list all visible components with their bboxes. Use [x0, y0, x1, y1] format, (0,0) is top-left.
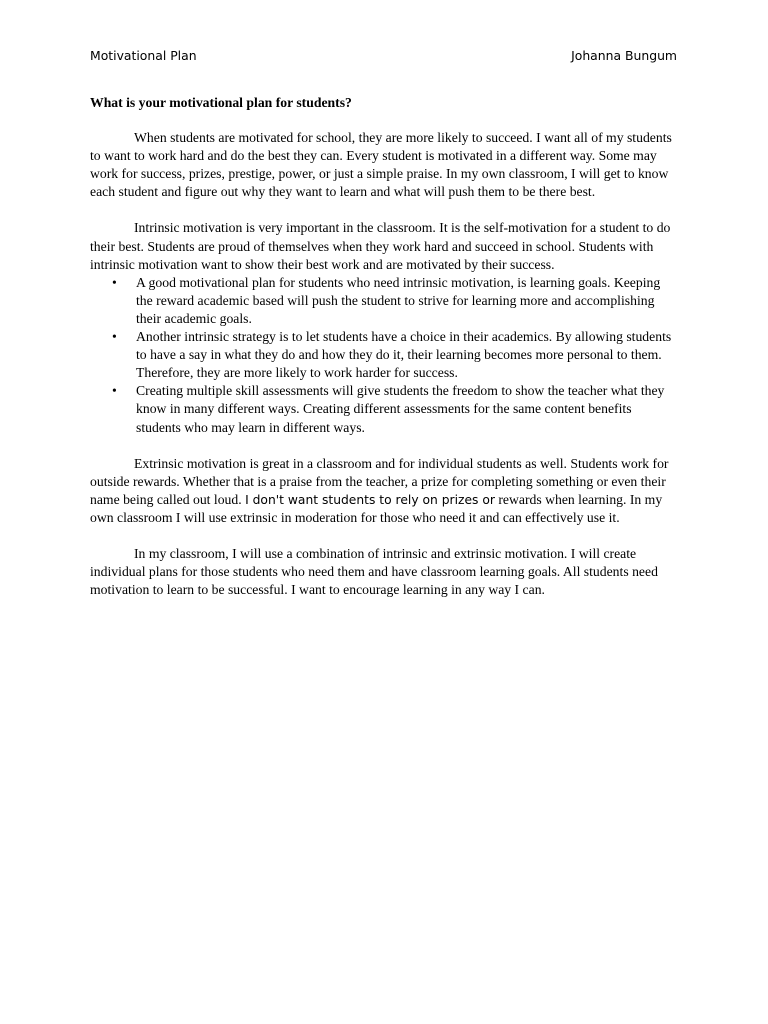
header-author: Johanna Bungum	[571, 48, 677, 63]
list-item	[90, 274, 678, 328]
list-item-text: Another intrinsic strategy is to let students have a choice in their academics. By allowing students to have a say in what they do and how they do it, their learning becomes more personal to them. Therefore, they are more likely to work harder for success.	[136, 329, 672, 381]
paragraph-spacer	[90, 527, 678, 545]
paragraph-extrinsic-part1: Extrinsic motivation is great in a classroom and for individual students as well. Students work for outside rewards. Whether that is a praise from the teacher, a prize for completing something or even their name being called out loud.	[90, 455, 669, 507]
question-heading: What is your motivational plan for students?	[90, 95, 352, 110]
bullet-icon: •	[112, 274, 117, 290]
page-header	[90, 47, 677, 65]
intrinsic-strategy-list	[90, 274, 678, 437]
list-item-text: Creating multiple skill assessments will give students the freedom to show the teacher what they know in many different ways. Creating different assessments for the same content benefits students who may learn in different ways.	[136, 383, 665, 435]
paragraph-extrinsic-part2: I don't want students to rely on prizes or	[245, 492, 495, 507]
bullet-icon: •	[112, 329, 117, 345]
paragraph-spacer	[90, 201, 678, 219]
list-item-text: A good motivational plan for students who need intrinsic motivation, is learning goals. Keeping the reward academic based will push the student to strive for learning more and accomplishing their academic goals.	[136, 274, 661, 326]
paragraph-spacer	[90, 437, 678, 455]
paragraph-conclusion: In my classroom, I will use a combination of intrinsic and extrinsic motivation. I will create individual plans for those students who need them and have classroom learning goals. All students need motivation to learn to be successful. I want to encourage learning in any way I can.	[90, 545, 658, 598]
bullet-icon: •	[112, 383, 117, 399]
list-item	[90, 328, 678, 382]
paragraph-extrinsic	[90, 455, 678, 527]
paragraph-extrinsic-part3: rewards when learning. In my own classroom I will use extrinsic in moderation for those who need it and can effectively use it.	[90, 491, 663, 525]
header-title: Motivational Plan	[90, 48, 197, 63]
document-body	[90, 94, 678, 599]
paragraph-intro: When students are motivated for school, they are more likely to succeed. I want all of my students to want to work hard and do the best they can. Every student is motivated in a different way. Some may work for success, prizes, prestige, power, or just a simple praise. In my own classroom, I will get to know each student and figure out why they want to learn and what will push them to be there best.	[90, 130, 672, 200]
list-item	[90, 382, 678, 436]
paragraph-intrinsic: Intrinsic motivation is very important in the classroom. It is the self-motivation for a student to do their best. Students are proud of themselves when they work hard and succeed in school. Students with intrinsic motivation want to show their best work and are motivated by their success.	[90, 220, 671, 272]
